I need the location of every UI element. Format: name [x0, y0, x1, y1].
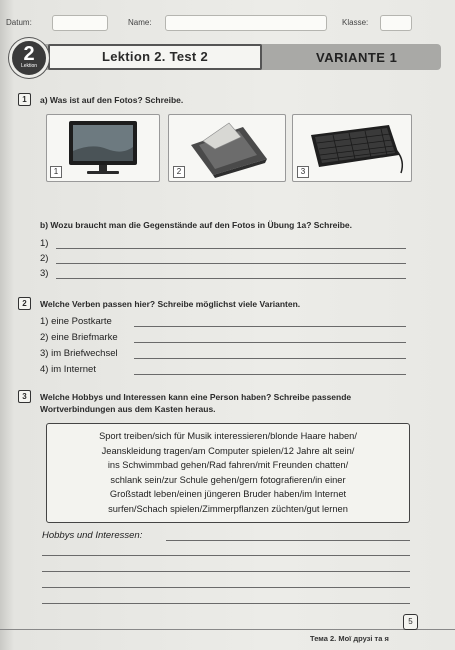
exercise-1b-question: b) Wozu braucht man die Gegenstände auf den Fotos in Übung 1a? Schreibe. [40, 220, 353, 230]
hobbys-line-3[interactable] [42, 571, 410, 572]
word-box-line: ins Schwimmbad gehen/Rad fahren/mit Freunden chatten/ [107, 460, 349, 471]
ex2-line-3[interactable] [134, 358, 406, 359]
word-box-line: Großstadt leben/einen jüngeren Bruder haben/im Internet [109, 489, 347, 500]
answer-2-label: 2) [40, 253, 49, 264]
klasse-field[interactable] [380, 15, 412, 31]
hobbys-line-5[interactable] [42, 603, 410, 604]
photo-1 [46, 114, 160, 182]
exercise-2-question: Welche Verben passen hier? Schreibe möglichst viele Varianten. [40, 299, 301, 309]
exercise-1a-question: a) Was ist auf den Fotos? Schreibe. [40, 95, 184, 105]
word-box-line: Jeanskleidung tragen/am Computer spielen/12 Jahre alt sein/ [101, 445, 355, 456]
ex2-line-1[interactable] [134, 326, 406, 327]
answer-1-label: 1) [40, 238, 49, 249]
exercise-3-question-line1: Welche Hobbys und Interessen kann eine Person haben? Schreibe passende [40, 392, 352, 402]
photo-2-number: 2 [173, 166, 185, 178]
exercise-3-question-line2: Wortverbindungen aus dem Kasten heraus. [40, 404, 216, 414]
hobbys-line-1[interactable] [166, 540, 410, 541]
ex2-item-1: 1) eine Postkarte [40, 316, 112, 327]
ex2-line-4[interactable] [134, 374, 406, 375]
name-field[interactable] [165, 15, 327, 31]
variant-label: VARIANTE 1 [316, 50, 398, 65]
ex2-line-2[interactable] [134, 342, 406, 343]
photo-3-number: 3 [297, 166, 309, 178]
footer-separator [0, 629, 455, 630]
photo-1-number: 1 [50, 166, 62, 178]
answer-3-line[interactable] [56, 278, 406, 279]
ex2-item-4: 4) im Internet [40, 364, 96, 375]
word-box-line: surfen/Schach spielen/Zimmerpflanzen züchten/gut lernen [108, 503, 348, 514]
name-label: Name: [128, 18, 152, 27]
ex2-item-3: 3) im Briefwechsel [40, 348, 118, 359]
klasse-label: Klasse: [342, 18, 369, 27]
ex2-item-2: 2) eine Briefmarke [40, 332, 118, 343]
answer-2-line[interactable] [56, 263, 406, 264]
keyboard-icon [293, 115, 411, 181]
answer-1-line[interactable] [56, 248, 406, 249]
word-box-line: Sport treiben/sich für Musik interessieren/blonde Haare haben/ [99, 431, 357, 441]
hobbys-line-2[interactable] [42, 555, 410, 556]
exercise-2-number: 2 [18, 297, 31, 310]
photo-2 [168, 114, 286, 182]
word-box-line: schlank sein/zur Schule gehen/gern fotografieren/in einer [110, 474, 346, 485]
lesson-badge [9, 38, 49, 78]
page-number: 5 [403, 614, 418, 630]
datum-label: Datum: [6, 18, 32, 27]
answer-3-label: 3) [40, 268, 49, 279]
lesson-badge-sub: Lektion [20, 63, 38, 69]
datum-field[interactable] [52, 15, 108, 31]
exercise-3-number: 3 [18, 390, 31, 403]
monitor-icon [47, 115, 159, 181]
lesson-badge-number: 2 [23, 43, 35, 65]
hobbys-line-4[interactable] [42, 587, 410, 588]
exercise-1-number: 1 [18, 93, 31, 106]
footer-text: Тема 2. Мої друзі та я [310, 634, 389, 643]
lesson-title: Lektion 2. Test 2 [48, 44, 262, 70]
word-box-text [47, 424, 409, 517]
hobbys-label: Hobbys und Interessen: [42, 530, 143, 541]
photo-3 [292, 114, 412, 182]
envelope-icon [169, 115, 285, 181]
word-box [46, 423, 410, 523]
